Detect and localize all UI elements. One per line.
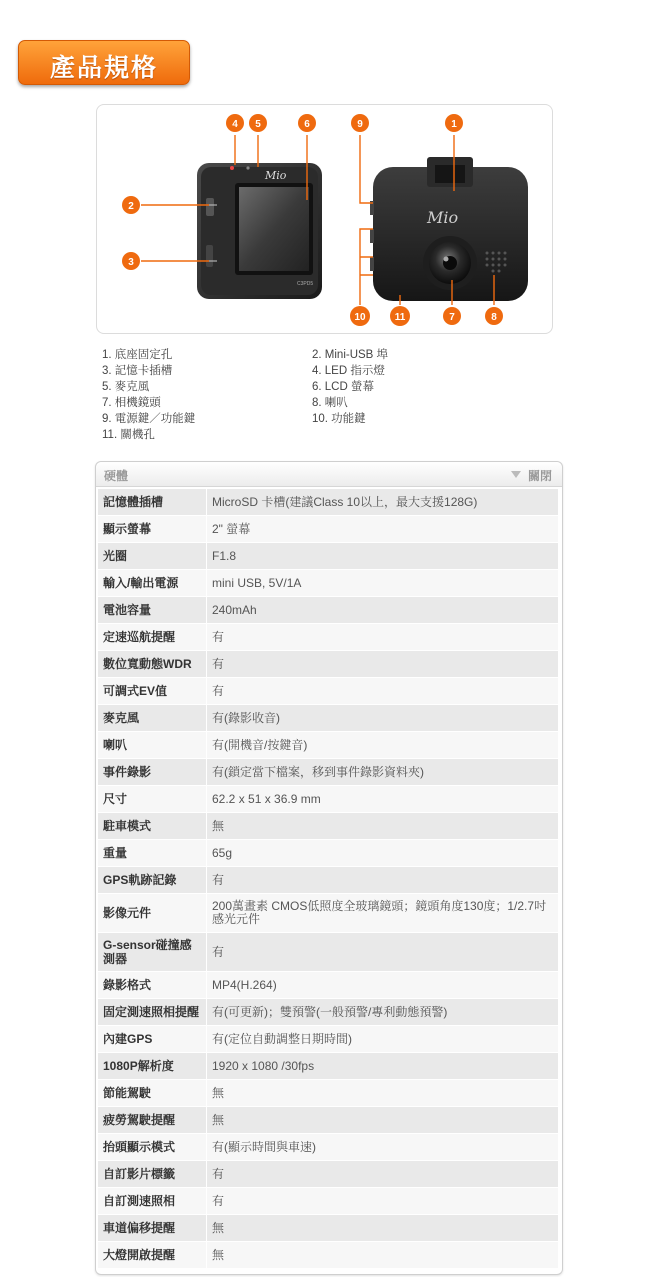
table-row	[98, 1080, 558, 1107]
legend-item: 4. LED 指示燈	[312, 365, 385, 377]
svg-text:7: 7	[449, 312, 455, 323]
spec-value: MicroSD 卡槽(建議Class 10以上，最大支援128G)	[206, 489, 558, 515]
svg-text:3: 3	[128, 257, 134, 268]
spec-label: 固定測速照相提醒	[98, 999, 206, 1025]
spec-label: 尺寸	[98, 786, 206, 812]
legend-item: 8. 喇叭	[312, 397, 348, 409]
table-row	[98, 705, 558, 732]
spec-label: 內建GPS	[98, 1026, 206, 1052]
table-row	[98, 678, 558, 705]
spec-label: 光圈	[98, 543, 206, 569]
spec-value: 無	[206, 1215, 558, 1241]
table-row	[98, 570, 558, 597]
spec-value: 有(顯示時間與車速)	[206, 1134, 558, 1160]
table-row	[98, 624, 558, 651]
callout-1	[445, 114, 463, 132]
svg-text:4: 4	[232, 119, 238, 130]
section-title-badge	[18, 40, 190, 85]
section-title: 產品規格	[49, 54, 158, 82]
svg-text:6: 6	[304, 119, 310, 130]
svg-text:8: 8	[491, 312, 497, 323]
spec-label: 自訂測速照相	[98, 1188, 206, 1214]
spec-table	[98, 489, 558, 1269]
callout-11	[390, 306, 410, 326]
spec-value: 有	[206, 678, 558, 704]
legend-item: 9. 電源鍵／功能鍵	[102, 413, 196, 425]
spec-label: 輸入/輸出電源	[98, 570, 206, 596]
table-row	[98, 1053, 558, 1080]
spec-label: G-sensor碰撞感測器	[98, 933, 206, 971]
spec-label: 疲勞駕駛提醒	[98, 1107, 206, 1133]
spec-label: 1080P解析度	[98, 1053, 206, 1079]
spec-value: 2" 螢幕	[206, 516, 558, 542]
table-row	[98, 1107, 558, 1134]
legend-item: 11. 關機孔	[102, 429, 155, 441]
svg-text:9: 9	[357, 119, 363, 130]
spec-label: 車道偏移提醒	[98, 1215, 206, 1241]
table-row	[98, 840, 558, 867]
legend-item: 7. 相機鏡頭	[102, 397, 161, 409]
legend-item: 10. 功能鍵	[312, 413, 366, 425]
spec-value: F1.8	[206, 543, 558, 569]
model-label: C3PD5	[297, 281, 314, 287]
table-row	[98, 1026, 558, 1053]
table-row	[98, 516, 558, 543]
spec-label: 自訂影片標籤	[98, 1161, 206, 1187]
table-row	[98, 813, 558, 840]
table-row	[98, 543, 558, 570]
spec-label: 電池容量	[98, 597, 206, 623]
svg-text:2: 2	[128, 201, 134, 212]
spec-label: 數位寬動態WDR	[98, 651, 206, 677]
table-row	[98, 894, 558, 933]
callout-9	[351, 114, 369, 132]
spec-value: 有(開機音/按鍵音)	[206, 732, 558, 758]
table-row	[98, 999, 558, 1026]
spec-value: 有	[206, 651, 558, 677]
brand-logo-right: Mio	[427, 208, 459, 227]
spec-label: 可調式EV值	[98, 678, 206, 704]
svg-text:10: 10	[354, 312, 366, 323]
spec-panel-header[interactable]	[96, 462, 562, 487]
close-button[interactable]: 關閉	[527, 469, 552, 483]
spec-panel	[95, 461, 563, 1275]
callout-5	[249, 114, 267, 132]
spec-value: 無	[206, 1080, 558, 1106]
spec-label: 影像元件	[98, 894, 206, 932]
table-row	[98, 867, 558, 894]
spec-label: 抬頭顯示模式	[98, 1134, 206, 1160]
legend-item: 2. Mini-USB 埠	[312, 349, 389, 361]
spec-value: 有	[206, 1161, 558, 1187]
callout-3	[122, 252, 140, 270]
table-row	[98, 933, 558, 972]
svg-text:5: 5	[255, 119, 261, 130]
spec-label: 駐車模式	[98, 813, 206, 839]
spec-label: 喇叭	[98, 732, 206, 758]
spec-value: 有	[206, 933, 558, 971]
callout-2	[122, 196, 140, 214]
table-row	[98, 1161, 558, 1188]
table-row	[98, 1134, 558, 1161]
spec-value: 有(定位自動調整日期時間)	[206, 1026, 558, 1052]
spec-value: 有(可更新)；雙預警(一般預警/專利動態預警)	[206, 999, 558, 1025]
spec-label: 事件錄影	[98, 759, 206, 785]
spec-label: 重量	[98, 840, 206, 866]
spec-value: 65g	[206, 840, 558, 866]
table-row	[98, 759, 558, 786]
legend-item: 5. 麥克風	[102, 381, 150, 393]
callout-6	[298, 114, 316, 132]
table-row	[98, 1188, 558, 1215]
spec-value: 無	[206, 813, 558, 839]
spec-value: 62.2 x 51 x 36.9 mm	[206, 786, 558, 812]
table-row	[98, 786, 558, 813]
spec-label: 錄影格式	[98, 972, 206, 998]
spec-value: 無	[206, 1242, 558, 1268]
dashcam-illustration	[97, 105, 552, 333]
spec-value: 有	[206, 624, 558, 650]
spec-label: 大燈開啟提醒	[98, 1242, 206, 1268]
legend-item: 3. 記憶卡插槽	[102, 365, 173, 377]
table-row	[98, 732, 558, 759]
spec-label: 定速巡航提醒	[98, 624, 206, 650]
callout-7	[443, 307, 461, 325]
spec-value: 有	[206, 1188, 558, 1214]
spec-label: 顯示螢幕	[98, 516, 206, 542]
brand-logo-left: Mio	[265, 169, 287, 182]
spec-value: MP4(H.264)	[206, 972, 558, 998]
spec-value: 有	[206, 867, 558, 893]
table-row	[98, 1215, 558, 1242]
collapse-triangle-icon[interactable]	[511, 471, 521, 478]
spec-label: 記憶體插槽	[98, 489, 206, 515]
svg-text:11: 11	[394, 312, 406, 323]
table-row	[98, 972, 558, 999]
product-diagram	[96, 104, 553, 334]
svg-text:1: 1	[451, 119, 457, 130]
spec-category-title: 硬體	[104, 469, 129, 483]
spec-value: mini USB, 5V/1A	[206, 570, 558, 596]
spec-value: 240mAh	[206, 597, 558, 623]
spec-value: 1920 x 1080 /30fps	[206, 1053, 558, 1079]
table-row	[98, 489, 558, 516]
table-row	[98, 1242, 558, 1269]
spec-label: GPS軌跡記錄	[98, 867, 206, 893]
table-row	[98, 651, 558, 678]
spec-value: 無	[206, 1107, 558, 1133]
legend-item: 6. LCD 螢幕	[312, 381, 374, 393]
callout-10	[350, 306, 370, 326]
legend-item: 1. 底座固定孔	[102, 349, 173, 361]
spec-value: 有(錄影收音)	[206, 705, 558, 731]
spec-value: 200萬畫素 CMOS低照度全玻璃鏡頭；鏡頭角度130度；1/2.7吋感光元件	[206, 894, 558, 932]
table-row	[98, 597, 558, 624]
spec-label: 節能駕駛	[98, 1080, 206, 1106]
callout-8	[485, 307, 503, 325]
spec-value: 有(鎖定當下檔案，移到事件錄影資料夾)	[206, 759, 558, 785]
spec-label: 麥克風	[98, 705, 206, 731]
callout-4	[226, 114, 244, 132]
